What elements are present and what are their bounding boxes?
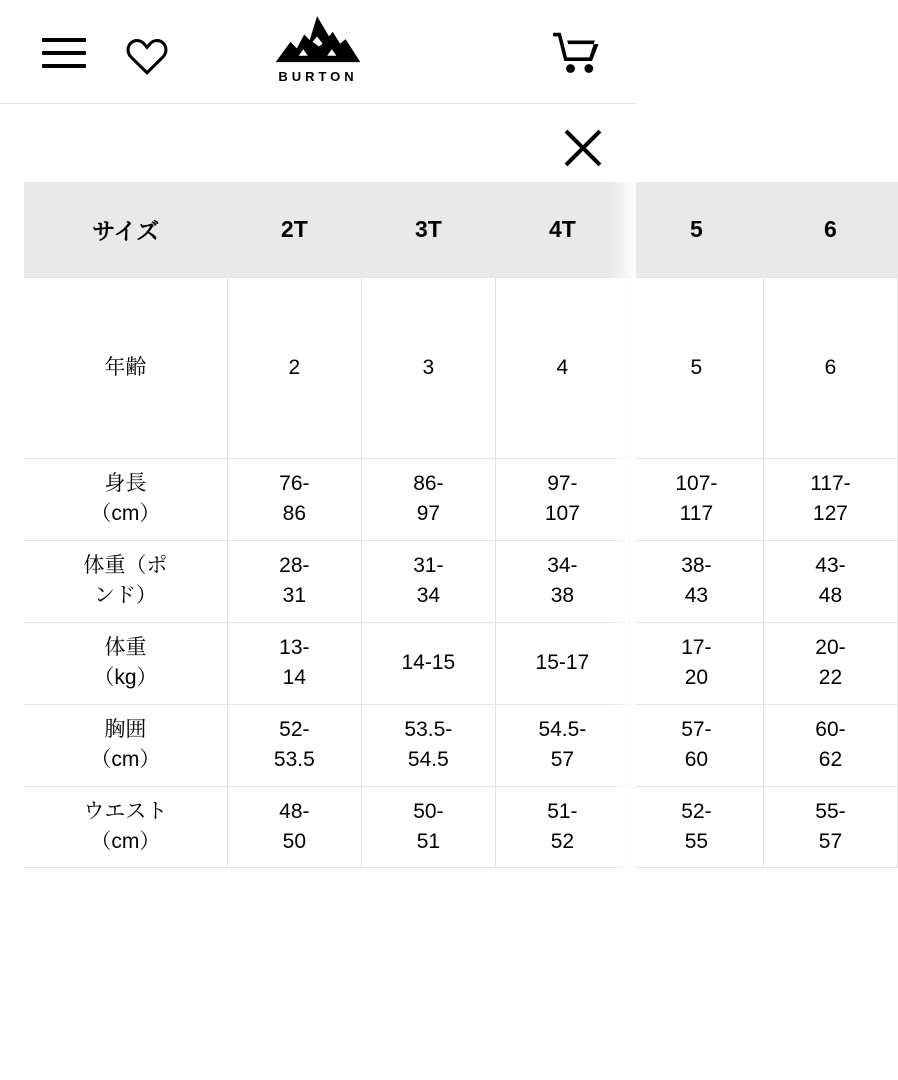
table-row xyxy=(24,622,898,704)
table-cell: 28- 31 xyxy=(227,540,361,622)
column-header-5: 5 xyxy=(629,182,763,278)
table-cell: 48- 50 xyxy=(227,786,361,868)
table-cell: 50- 51 xyxy=(361,786,495,868)
table-cell: 20- 22 xyxy=(763,622,897,704)
row-label: 胸囲 （cm） xyxy=(24,704,227,786)
table-row xyxy=(24,459,898,541)
table-cell: 57- 60 xyxy=(629,704,763,786)
table-cell: 54.5- 57 xyxy=(495,704,629,786)
table-cell: 3 xyxy=(361,278,495,459)
table-cell: 14-15 xyxy=(361,622,495,704)
shopping-cart-icon[interactable] xyxy=(552,30,600,74)
size-chart-header-row xyxy=(24,182,898,278)
column-header-2t: 2T xyxy=(227,182,361,278)
hamburger-menu-icon[interactable] xyxy=(42,38,86,68)
table-cell: 117- 127 xyxy=(763,459,897,541)
table-cell: 60- 62 xyxy=(763,704,897,786)
size-chart-body xyxy=(24,278,898,868)
burton-logo[interactable] xyxy=(248,14,388,83)
column-header-4t: 4T xyxy=(495,182,629,278)
size-chart-scroll-area[interactable] xyxy=(24,182,851,1080)
table-cell: 52- 53.5 xyxy=(227,704,361,786)
table-cell: 13- 14 xyxy=(227,622,361,704)
table-row xyxy=(24,786,898,868)
column-header-3t: 3T xyxy=(361,182,495,278)
hamburger-bar xyxy=(42,64,86,68)
table-cell: 38- 43 xyxy=(629,540,763,622)
size-chart-table xyxy=(24,182,898,868)
brand-wordmark: BURTON xyxy=(278,69,358,84)
column-header-size: サイズ xyxy=(24,182,227,278)
row-label: 年齢 xyxy=(24,278,227,459)
table-cell: 2 xyxy=(227,278,361,459)
overlay-close-bar xyxy=(0,104,636,182)
row-label: 身長 （cm） xyxy=(24,459,227,541)
table-cell: 43- 48 xyxy=(763,540,897,622)
site-header xyxy=(0,0,636,104)
hamburger-bar xyxy=(42,38,86,42)
column-header-6: 6 xyxy=(763,182,897,278)
table-row xyxy=(24,704,898,786)
table-row xyxy=(24,540,898,622)
table-cell: 17- 20 xyxy=(629,622,763,704)
table-cell: 5 xyxy=(629,278,763,459)
table-cell: 51- 52 xyxy=(495,786,629,868)
row-label: ウエスト （cm） xyxy=(24,786,227,868)
table-cell: 31- 34 xyxy=(361,540,495,622)
table-cell: 76- 86 xyxy=(227,459,361,541)
table-cell: 6 xyxy=(763,278,897,459)
table-row xyxy=(24,278,898,459)
table-cell: 15-17 xyxy=(495,622,629,704)
table-cell: 52- 55 xyxy=(629,786,763,868)
mountain-icon xyxy=(272,14,364,68)
close-icon[interactable] xyxy=(556,120,610,174)
table-cell: 107- 117 xyxy=(629,459,763,541)
table-cell: 86- 97 xyxy=(361,459,495,541)
table-cell: 4 xyxy=(495,278,629,459)
table-cell: 53.5- 54.5 xyxy=(361,704,495,786)
table-cell: 97- 107 xyxy=(495,459,629,541)
row-label: 体重（ポ ンド） xyxy=(24,540,227,622)
hamburger-bar xyxy=(42,51,86,55)
row-label: 体重 （kg） xyxy=(24,622,227,704)
table-cell: 34- 38 xyxy=(495,540,629,622)
table-cell: 55- 57 xyxy=(763,786,897,868)
heart-icon[interactable] xyxy=(124,34,170,76)
